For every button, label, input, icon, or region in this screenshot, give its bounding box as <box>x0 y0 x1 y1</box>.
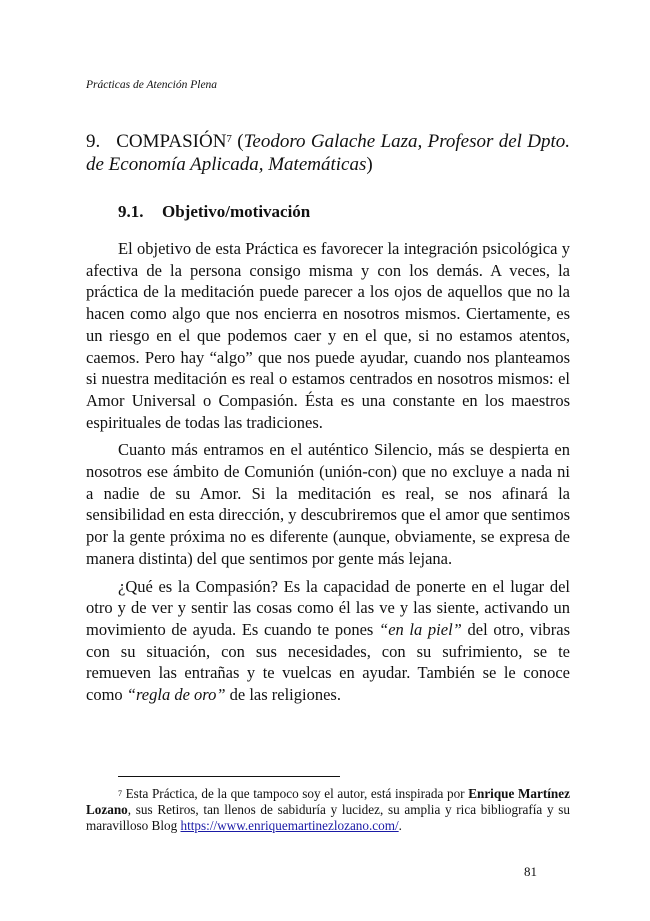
text: . <box>398 818 402 833</box>
text: , sus Retiros, tan llenos de sabiduría y lucidez, su amplia y rica bibliografía y su maravilloso Blog <box>86 802 570 833</box>
paragraph <box>86 576 570 706</box>
blog-link[interactable]: https://www.enriquemartinezlozano.com/ <box>180 818 399 833</box>
section-heading <box>118 202 310 222</box>
footnote <box>86 786 570 834</box>
text: del otro, vibras con su situación, con sus necesidades, con su sufrimiento, se te remueven las entrañas y te vuelcas en ayudar. También se le conoce como <box>86 619 571 705</box>
chapter-author: Teodoro Galache Laza, Profesor del Dpto. de Economía Aplicada, Matemáticas <box>86 131 571 175</box>
text: de las religiones. <box>225 685 341 705</box>
chapter-title: COMPASIÓN <box>116 131 227 152</box>
section-number: 9.1. <box>118 202 144 221</box>
footnote-divider <box>118 776 340 777</box>
body-text <box>86 238 570 712</box>
paren: ( <box>231 131 244 152</box>
author-name: Enrique Martínez Lozano <box>86 786 570 817</box>
chapter-number: 9. <box>86 131 101 152</box>
text: ¿Qué es la Compasión? Es la capacidad de ponerte en el lugar del otro y de ver y sentir las cosas como él las ve y las siente, activando un movimiento de ayuda. Es cuando te pones <box>86 576 570 639</box>
paragraph: El objetivo de esta Práctica es favorecer la integración psicológica y afectiva de la persona consigo misma y con los demás. A veces, la práctica de la meditación puede parecer a los ojos de aquellos que no la hacen como algo que nos encierra en nosotros mismos. Ciertamente, es un riesgo en el que podemos caer y en el que, si no estamos atentos, caemos. Pero hay “algo” que nos puede ayudar, cuando nos planteamos si nuestra meditación es real o estamos centrados en nosotros mismos: el Amor Universal o Compasión. Ésta es una constante en los maestros espirituales de todas las tradiciones. <box>86 239 570 432</box>
emphasis: “regla de oro” <box>126 685 226 705</box>
running-head: Prácticas de Atención Plena <box>86 79 218 91</box>
emphasis: “en la piel” <box>379 619 462 639</box>
page-number: 81 <box>524 864 537 879</box>
text: Esta Práctica, de la que tampoco soy el autor, está inspirada por <box>122 786 469 801</box>
footnote-number: 7 <box>118 789 122 798</box>
footnote-ref[interactable]: 7 <box>226 133 232 145</box>
section-title: Objetivo/motivación <box>162 202 311 221</box>
paragraph: Cuanto más entramos en el auténtico Silencio, más se despierta en nosotros ese ámbito de Comunión (unión-con) que no excluye a nada ni a nadie de su Amor. Si la meditación es real, se nos afinará la sensibilidad en esta dirección, y descubriremos que el amor que sentimos por la gente próxima no es diferente (aunque, obviamente, se expresa de manera distinta) del que sentimos por gente más lejana. <box>86 440 570 568</box>
paren: ) <box>366 154 373 175</box>
chapter-heading <box>86 130 570 176</box>
